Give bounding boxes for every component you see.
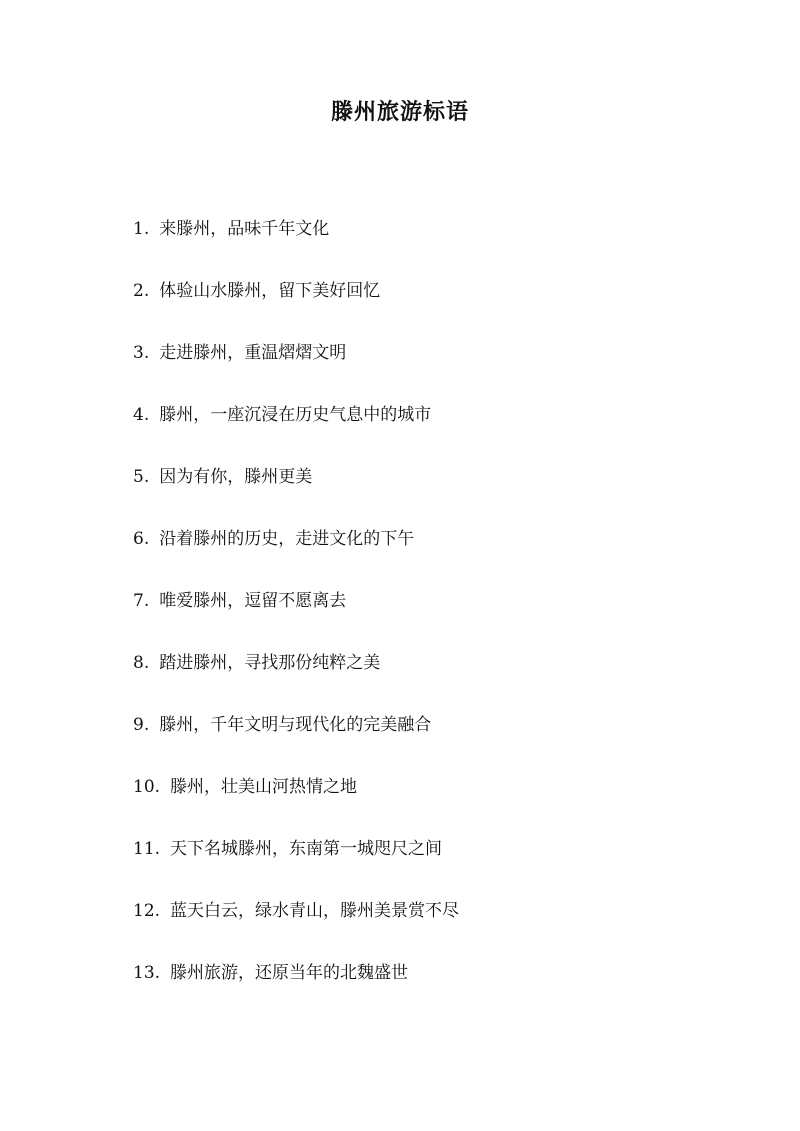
item-text: 唯爱滕州，逗留不愿离去 <box>159 591 347 611</box>
item-number: 11. <box>133 839 161 859</box>
item-number: 12. <box>133 901 161 921</box>
item-number: 6. <box>133 529 150 549</box>
item-text: 滕州，千年文明与现代化的完美融合 <box>159 715 432 735</box>
list-item <box>133 277 459 339</box>
slogan-list <box>133 215 459 1021</box>
item-text: 滕州，一座沉浸在历史气息中的城市 <box>159 405 432 425</box>
item-number: 9. <box>133 715 150 735</box>
item-number: 10. <box>133 777 161 797</box>
list-item <box>133 463 459 525</box>
item-number: 13. <box>133 963 161 983</box>
item-text: 来滕州，品味千年文化 <box>159 219 330 239</box>
list-item <box>133 959 459 1021</box>
list-item <box>133 525 459 587</box>
item-number: 3. <box>133 343 150 363</box>
item-text: 天下名城滕州，东南第一城咫尺之间 <box>170 839 443 859</box>
list-item <box>133 897 459 959</box>
item-text: 沿着滕州的历史，走进文化的下午 <box>159 529 415 549</box>
item-text: 滕州，壮美山河热情之地 <box>170 777 358 797</box>
item-number: 8. <box>133 653 150 673</box>
document-title: 滕州旅游标语 <box>330 99 469 125</box>
item-text: 因为有你，滕州更美 <box>159 467 313 487</box>
item-number: 4. <box>133 405 150 425</box>
list-item <box>133 339 459 401</box>
item-number: 5. <box>133 467 150 487</box>
list-item <box>133 773 459 835</box>
item-text: 走进滕州，重温熠熠文明 <box>159 343 347 363</box>
item-text: 踏进滕州，寻找那份纯粹之美 <box>159 653 381 673</box>
list-item <box>133 401 459 463</box>
list-item <box>133 835 459 897</box>
item-number: 2. <box>133 281 150 301</box>
item-text: 滕州旅游，还原当年的北魏盛世 <box>170 963 409 983</box>
item-number: 7. <box>133 591 150 611</box>
item-text: 蓝天白云，绿水青山，滕州美景赏不尽 <box>170 901 460 921</box>
item-number: 1. <box>133 219 150 239</box>
list-item <box>133 711 459 773</box>
item-text: 体验山水滕州，留下美好回忆 <box>159 281 381 301</box>
list-item <box>133 587 459 649</box>
list-item <box>133 215 459 277</box>
list-item <box>133 649 459 711</box>
